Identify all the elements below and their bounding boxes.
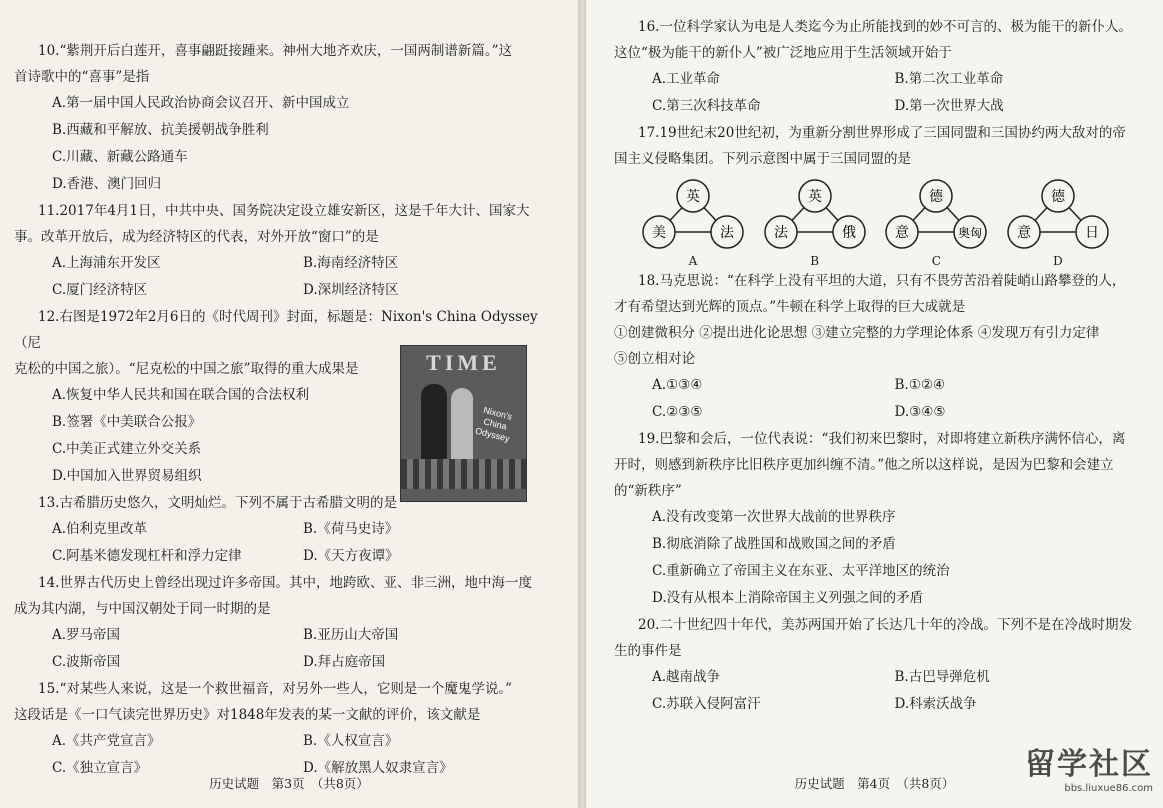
question-text: 19.巴黎和会后，一位代表说：“我们初来巴黎时，对即将建立新秩序满怀信心，离	[638, 431, 1126, 447]
option-c: C.第三次科技革命	[652, 98, 761, 114]
country-label: 英	[686, 189, 700, 205]
option-d: D.没有从根本上消除帝国主义列强之间的矛盾	[652, 590, 924, 606]
question-text: ⑤创立相对论	[614, 351, 695, 367]
cover-title: Nixon's China Odyssey	[474, 404, 514, 444]
diagram-option-label: C	[931, 254, 941, 268]
question-text: 国主义侵略集团。下列示意图中属于三国同盟的是	[614, 151, 911, 167]
question-q13	[14, 490, 554, 570]
country-label: 美	[652, 225, 666, 241]
options	[614, 504, 1137, 612]
option-b: B.彻底消除了战胜国和战败国之间的矛盾	[652, 536, 896, 552]
question-text: 10.“紫荆开后白莲开，喜事翩跹接踵来。神州大地齐欢庆，一国两制谱新篇。”这	[38, 43, 513, 59]
options	[14, 516, 554, 570]
figure-silhouette	[421, 384, 447, 464]
option-d: D.深圳经济特区	[303, 282, 399, 298]
question-text: 12.右图是1972年2月6日的《时代周刊》封面，标题是：Nixon's China Odyssey（尼	[14, 309, 538, 351]
question-q17	[614, 120, 1137, 268]
question-text: ①创建微积分 ②提出进化论思想 ③建立完整的力学理论体系 ④发现万有引力定律	[614, 325, 1100, 341]
question-text: 开时，则感到新秩序比旧秩序更加纠缠不清。”他之所以这样说，是因为巴黎和会建立	[614, 457, 1114, 473]
question-q15	[14, 676, 554, 782]
country-label: 俄	[841, 225, 856, 241]
option-a: A.第一届中国人民政治协商会议召开、新中国成立	[52, 95, 350, 111]
question-text: 20.二十世纪四十年代，美苏两国开始了长达几十年的冷战。下列不是在冷战时期发	[638, 617, 1132, 633]
question-text: 这位“极为能干的新仆人”被广泛地应用于生活领域开始于	[614, 45, 952, 61]
watermark-url: bbs.liuxue86.com	[1064, 783, 1153, 794]
option-b: B.签署《中美联合公报》	[52, 414, 202, 430]
option-a: A.①③④	[652, 377, 703, 393]
alliance-diagram-a	[634, 178, 752, 268]
question-text: 16.一位科学家认为电是人类迄今为止所能找到的妙不可言的、极为能干的新仆人。	[638, 19, 1132, 35]
diagram-svg	[637, 178, 749, 252]
time-masthead: TIME	[426, 350, 501, 375]
question-q10	[14, 38, 554, 198]
option-c: C.厦门经济特区	[52, 282, 148, 298]
country-label: 德	[929, 189, 944, 205]
option-a: A.工业革命	[652, 71, 721, 87]
option-a: A.罗马帝国	[52, 627, 121, 643]
option-d: D.《天方夜谭》	[303, 548, 399, 564]
option-d: D.③④⑤	[894, 404, 946, 420]
option-c: C.阿基米德发现杠杆和浮力定律	[52, 548, 242, 564]
question-text: 14.世界古代历史上曾经出现过许多帝国。其中，地跨欧、亚、非三洲，地中海一度	[38, 575, 532, 591]
diagram-option-label: D	[1053, 254, 1063, 268]
option-d: D.拜占庭帝国	[303, 654, 386, 670]
option-a: A.伯利克里改革	[52, 521, 148, 537]
alliance-diagrams	[614, 172, 1137, 268]
options	[614, 664, 1137, 718]
country-label: 法	[773, 225, 788, 241]
option-a: A.上海浦东开发区	[52, 255, 161, 271]
option-c: C.重新确立了帝国主义在东亚、太平洋地区的统治	[652, 563, 950, 579]
question-text: 11.2017年4月1日，中共中央、国务院决定设立雄安新区，这是千年大计、国家大	[38, 203, 530, 219]
question-text: 生的事件是	[614, 643, 682, 659]
option-b: B.《人权宣言》	[303, 733, 399, 749]
question-text: 15.“对某些人来说，这是一个救世福音，对另外一些人，它则是一个魔鬼学说。”	[38, 681, 513, 697]
country-label: 法	[720, 225, 734, 241]
question-text: 这段话是《一口气读完世界历史》对1848年发表的某一文献的评价，该文献是	[14, 707, 481, 723]
country-label: 日	[1084, 225, 1099, 241]
option-d: D.香港、澳门回归	[52, 176, 162, 192]
alliance-diagram-d	[999, 178, 1117, 268]
question-text: 的“新秩序”	[614, 483, 682, 499]
question-text: 成为其内湖，与中国汉朝处于同一时期的是	[14, 601, 271, 617]
country-label: 意	[1016, 225, 1031, 241]
diagram-option-label: A	[688, 254, 698, 268]
country-label: 英	[807, 189, 822, 205]
option-d: D.中国加入世界贸易组织	[52, 468, 202, 484]
page-footer: 历史试题 第3页 （共8页）	[209, 776, 369, 791]
question-text: 事。改革开放后，成为经济特区的代表，对外开放“窗口”的是	[14, 229, 379, 245]
option-c: C.川藏、新藏公路通车	[52, 149, 188, 165]
watermark-logo	[1025, 739, 1153, 794]
options	[614, 372, 1137, 426]
options	[614, 66, 1137, 120]
option-a: A.《共产党宣言》	[52, 733, 161, 749]
option-a: A.恢复中华人民共和国在联合国的合法权利	[52, 387, 310, 403]
crowd-photo	[401, 459, 526, 489]
option-b: B.亚历山大帝国	[303, 627, 399, 643]
option-b: B.古巴导弹危机	[894, 669, 990, 685]
option-b: B.《荷马史诗》	[303, 521, 399, 537]
question-text: 首诗歌中的“喜事”是指	[14, 69, 150, 85]
alliance-diagram-c	[877, 178, 995, 268]
option-c: C.中美正式建立外交关系	[52, 441, 202, 457]
page-3	[0, 0, 578, 808]
country-label: 德	[1050, 189, 1065, 205]
question-text: 13.古希腊历史悠久，文明灿烂。下列不属于古希腊文明的是	[38, 495, 397, 511]
question-text: 才有希望达到光辉的顶点。”牛顿在科学上取得的巨大成就是	[614, 299, 966, 315]
option-a: A.越南战争	[652, 669, 721, 685]
option-d: D.科索沃战争	[894, 696, 977, 712]
options	[14, 250, 554, 304]
question-q19	[614, 426, 1137, 612]
country-label: 意	[895, 225, 910, 241]
option-b: B.第二次工业革命	[894, 71, 1004, 87]
option-a: A.没有改变第一次世界大战前的世界秩序	[652, 509, 896, 525]
option-b: B.海南经济特区	[303, 255, 399, 271]
option-c: C.②③⑤	[652, 404, 703, 420]
options	[14, 90, 554, 198]
option-b: B.西藏和平解放、抗美援朝战争胜利	[52, 122, 269, 138]
page-fold	[578, 0, 586, 808]
option-c: C.波斯帝国	[52, 654, 121, 670]
question-q18	[614, 268, 1137, 426]
question-text: 克松的中国之旅）。“尼克松的中国之旅”取得的重大成果是	[14, 361, 359, 377]
option-d: D.《解放黑人奴隶宣言》	[303, 760, 453, 776]
alliance-diagram-b	[756, 178, 874, 268]
question-text: 17.19世纪末20世纪初，为重新分割世界形成了三国同盟和三国协约两大敌对的帝	[638, 125, 1126, 141]
watermark-brand: 留学社区	[1025, 747, 1153, 782]
options	[14, 622, 554, 676]
option-d: D.第一次世界大战	[894, 98, 1004, 114]
question-q20	[614, 612, 1137, 718]
diagram-svg	[880, 178, 992, 252]
diagram-svg	[1002, 178, 1114, 252]
diagram-option-label: B	[810, 254, 820, 268]
question-text: 18.马克思说：“在科学上没有平坦的大道，只有不畏劳苦沿着陡峭山路攀登的人，	[638, 273, 1126, 289]
diagram-svg	[759, 178, 871, 252]
time-magazine-cover-image	[400, 345, 527, 502]
page-4	[586, 0, 1163, 808]
question-q16	[614, 14, 1137, 120]
question-q11	[14, 198, 554, 304]
option-b: B.①②④	[894, 377, 946, 393]
page-footer: 历史试题 第4页 （共8页）	[794, 776, 955, 791]
question-q14	[14, 570, 554, 676]
option-c: C.《独立宣言》	[52, 760, 148, 776]
option-c: C.苏联入侵阿富汗	[652, 696, 761, 712]
country-label: 奥匈	[958, 226, 983, 240]
